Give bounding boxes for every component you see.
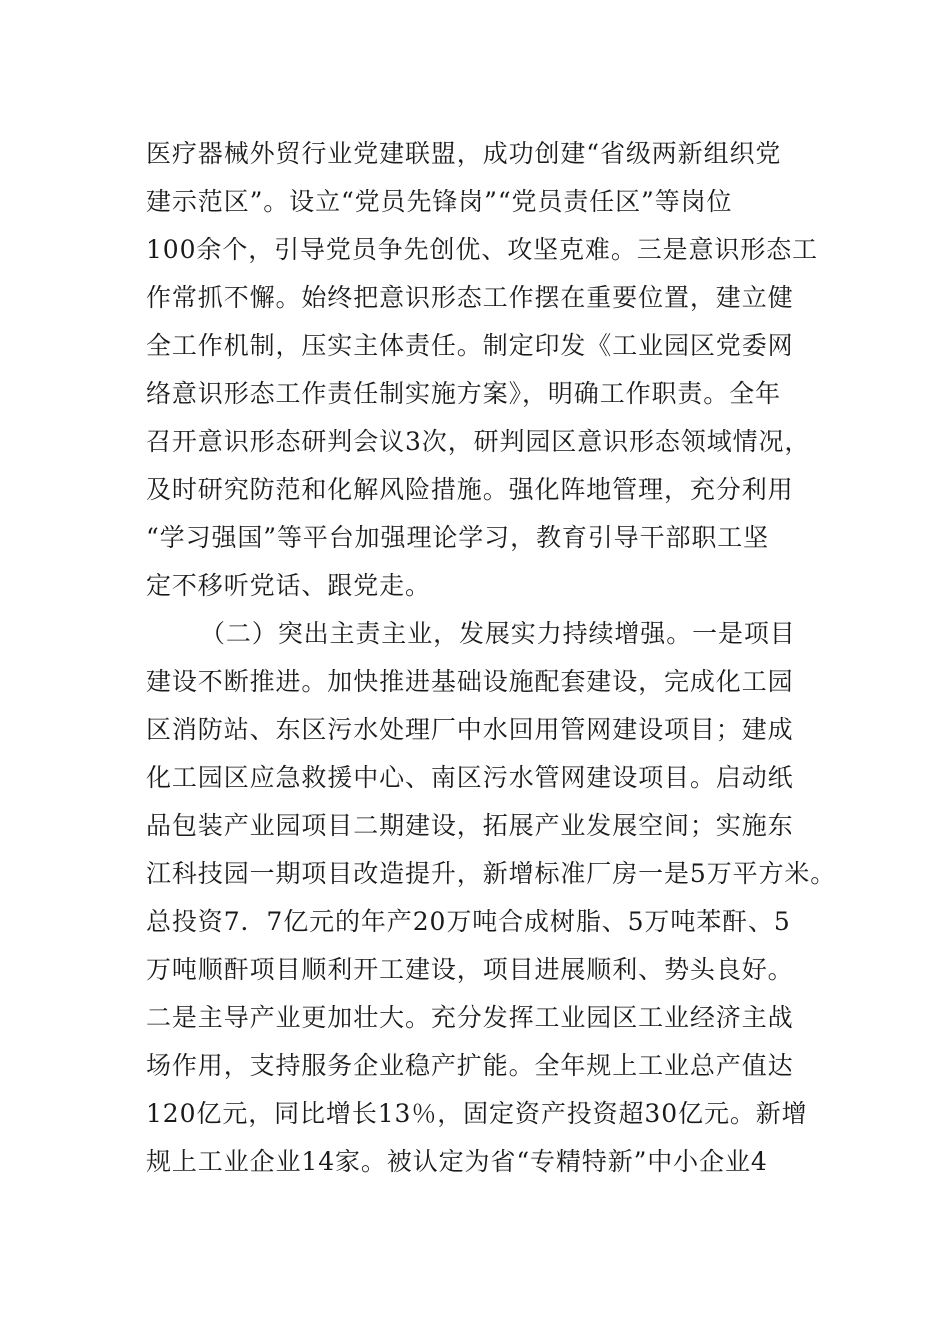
text-line: 召开意识形态研判会议3次，研判园区意识形态领域情况， — [146, 427, 811, 456]
text-line: 江科技园一期项目改造提升，新增标准厂房一是5万平方米。 — [146, 859, 837, 888]
text-line: 医疗器械外贸行业党建联盟，成功创建“省级两新组织党 — [146, 139, 782, 168]
text-line: 品包装产业园项目二期建设，拓展产业发展空间；实施东 — [146, 811, 794, 840]
text-line: 总投资7．7亿元的年产20万吨合成树脂、5万吨苯酐、5 — [146, 907, 791, 936]
text-line: 全工作机制，压实主体责任。制定印发《工业园区党委网 — [146, 331, 794, 360]
text-line: 化工园区应急救援中心、南区污水管网建设项目。启动纸 — [146, 763, 794, 792]
text-line: 区消防站、东区污水处理厂中水回用管网建设项目；建成 — [146, 715, 794, 744]
text-line: 二是主导产业更加壮大。充分发挥工业园区工业经济主战 — [146, 1003, 794, 1032]
text-line: 作常抓不懈。始终把意识形态工作摆在重要位置，建立健 — [146, 283, 794, 312]
text-line: 场作用，支持服务企业稳产扩能。全年规上工业总产值达 — [146, 1051, 794, 1080]
text-line: “学习强国”等平台加强理论学习，教育引导干部职工坚 — [146, 523, 770, 552]
text-line: 建示范区”。设立“党员先锋岗”“党员责任区”等岗位 — [146, 187, 733, 216]
text-line: 络意识形态工作责任制实施方案》，明确工作职责。全年 — [146, 379, 782, 408]
section-heading-line: （二）突出主责主业，发展实力持续增强。一是项目 — [200, 619, 796, 648]
text-line: 120亿元，同比增长13％，固定资产投资超30亿元。新增 — [146, 1099, 808, 1128]
text-line: 建设不断推进。加快推进基础设施配套建设，完成化工园 — [146, 667, 794, 696]
text-line: 万吨顺酐项目顺利开工建设，项目进展顺利、势头良好。 — [146, 955, 794, 984]
document-body — [146, 130, 846, 1186]
text-line: 100余个，引导党员争先创优、攻坚克难。三是意识形态工 — [146, 235, 819, 264]
text-line: 定不移听党话、跟党走。 — [146, 571, 431, 600]
text-line: 及时研究防范和化解风险措施。强化阵地管理，充分利用 — [146, 475, 794, 504]
text-line: 规上工业企业14家。被认定为省“专精特新”中小企业4 — [146, 1147, 768, 1176]
